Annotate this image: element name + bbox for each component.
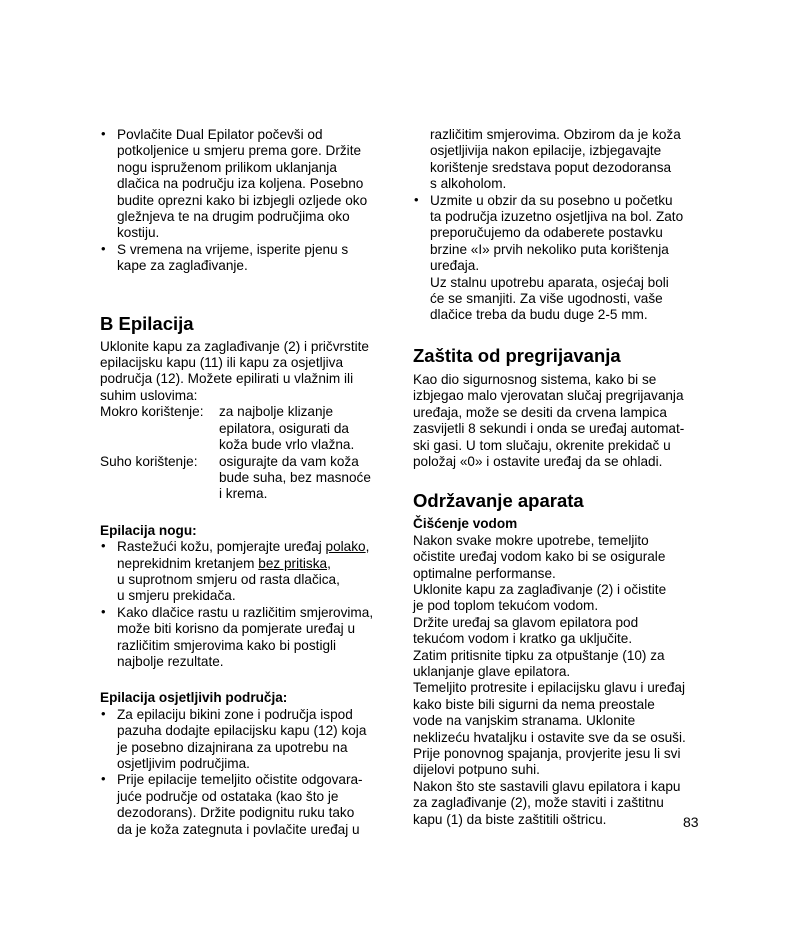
text-line: će se smanjiti. Za više ugodnosti, vaše [430,291,663,307]
text-line: potkoljenice u smjeru prema gore. Držite [117,143,362,159]
bullet-icon: • [101,126,106,141]
text-line: kako biste bili sigurni da nema preostale [413,696,655,712]
text-line: Uklonite kapu za zaglađivanje (2) i pričvrstite [100,338,369,354]
text-line: ta područja izuzetno osjetljiva na bol. Zato [430,209,684,225]
cleaning-heading: Čišćenje vodom [413,516,518,532]
text-line: juće područje od ostataka (kao što je [117,788,339,804]
wet-use-row [100,404,390,453]
text-line: Nakon svake mokre upotrebe, temeljito [413,532,649,548]
intro-bullet-1 [100,127,390,242]
text-line: i krema. [219,486,268,502]
legs-bullet-2 [100,605,390,671]
text-segment: , [327,555,331,571]
bullet-icon: • [101,240,106,256]
text-line: u suprotnom smjeru od rasta dlačica, [117,571,340,587]
text-line: osigurajte da vam koža [219,453,359,469]
text-line: Uzmite u obzir da su posebno u početku [430,192,673,208]
bullet-icon: • [101,538,106,554]
text-line: može biti korisno da pomjerate uređaj u [117,621,356,637]
text-line: korištenje sredstava poput dezodoransa [430,159,672,175]
text-line [117,539,390,555]
text-line: vode na vanjskim stranama. Uklonite [413,713,636,729]
text-line: Nakon što ste sastavili glavu epilatora i kapu [413,778,681,794]
text-line: Zatim pritisnite tipku za otpuštanje (10) za [413,647,665,663]
sensitive-bullet-1 [100,707,390,773]
text-line: Kao dio sigurnosnog sistema, kako bi se [413,371,657,387]
wet-use-label: Mokro korištenje: [100,404,204,420]
text-line: osjetljivija nakon epilacije, izbjegavajte [430,143,662,159]
text-line: osjetljivim područjima. [117,756,250,771]
text-line: brzine «I» prvih nekoliko puta korištenja [430,241,669,257]
text-line: uređaja. [430,258,480,274]
text-segment: Rastežući kožu, pomjerajte uređaj [117,539,326,555]
text-line: je pod toplom tekućom vodom. [413,598,599,614]
overheat-text [413,372,705,470]
text-line: dlačica na području iza koljena. Posebno [117,176,364,192]
text-line: epilatora, osigurati da [219,420,349,436]
text-line: da je koža zategnuta i povlačite uređaj u [117,821,360,837]
text-line: tekućom vodom i kratko ga uključite. [413,631,633,647]
dry-use-row [100,454,390,503]
bullet-icon: • [414,191,419,207]
epilation-intro [100,339,390,405]
wet-use-text [219,404,390,453]
text-line: ski gasi. U tom slučaju, okrenite prekidač u [413,437,671,453]
overheat-heading: Zaštita od pregrijavanja [413,344,621,366]
text-line: uklanjanje glave epilatora. [413,663,571,679]
left-column [100,127,390,838]
legs-bullet-1 [100,539,390,605]
legs-heading: Epilacija nogu: [100,522,197,538]
text-line: nogu ispruženom prilikom uklanjanja [117,159,337,175]
epilation-heading: B Epilacija [100,312,194,334]
text-line: Držite uređaj sa glavom epilatora pod [413,614,639,630]
text-line: kape za zaglađivanje. [117,258,248,274]
text-line: položaj «0» i ostavite uređaj da se ohladi. [413,453,663,469]
intro-bullet-2 [100,242,390,275]
text-line: S vremena na vrijeme, isperite pjenu s [117,241,349,257]
text-line: gležnjeva te na drugim područjima oko [117,209,350,225]
text-line: za najbolje klizanje [219,404,334,420]
text-line: kostiju. [117,225,160,241]
text-line: Uklonite kapu za zaglađivanje (2) i očistite [413,581,667,597]
text-line: epilacijsku kapu (11) ili kapu za osjetljiva [100,355,344,371]
text-line: suhim uslovima: [100,387,198,403]
text-line: budite oprezni kako bi izbjegli ozljede oko [117,192,368,208]
bullet-icon: • [101,603,106,619]
right-column [413,127,705,828]
text-line: za zaglađivanje (2), može staviti i zaštitnu [413,795,664,811]
text-line: preporučujemo da odaberete postavku [430,225,663,241]
text-line: Uz stalnu upotrebu aparata, osjećaj boli [430,274,669,290]
sensitive-bullet-2 [100,772,390,838]
cleaning-text [413,533,705,828]
text-line: Za epilaciju bikini zone i područja ispod [117,706,353,722]
text-line: područja (12). Možete epilirati u vlažnim ili [100,371,354,387]
pain-bullet [413,193,705,324]
text-line: različitim smjerovima. Obzirom da je koža [430,127,681,142]
continuation-text [413,127,705,193]
text-line: koža bude vrlo vlažna. [219,437,355,453]
dry-use-text [219,454,390,503]
dry-use-label: Suho korištenje: [100,453,198,469]
text-line: dijelovi potpuno suhi. [413,762,540,778]
text-line: Prije epilacije temeljito očistite odgovara- [117,772,363,788]
text-line: optimalne performanse. [413,565,556,581]
text-line [117,556,390,572]
text-line: s alkoholom. [430,176,507,192]
text-line: kapu (1) da biste zaštitili oštricu. [413,811,607,827]
sensitive-heading: Epilacija osjetljivih područja: [100,690,288,706]
underlined-text: polako [325,539,366,555]
bullet-icon: • [101,705,106,721]
text-line: je posebno dizajnirana za upotrebu na [117,739,348,755]
text-line: izbjegao malo vjerovatan slučaj pregrijavanja [413,388,684,404]
text-line: Kako dlačice rastu u različitim smjerovima, [117,604,374,620]
page-number: 83 [683,814,699,830]
text-line: različitim smjerovima kako bi postigli [117,637,337,653]
text-line: zasvijetli 8 sekundi i onda se uređaj automat- [413,421,685,437]
text-line: najbolje rezultate. [117,653,224,669]
text-segment: neprekidnim kretanjem [117,555,259,571]
text-line: bude suha, bez masnoće [219,469,371,485]
text-line: neklizeću hvataljku i ostavite sve da se osuši. [413,729,686,745]
text-line: uređaja, može se desiti da crvena lampica [413,404,667,420]
text-line: dezodorans). Držite podignitu ruku tako [117,805,355,821]
text-line: Temeljito protresite i epilacijsku glavu i uređaj [413,680,686,696]
bullet-icon: • [101,771,106,787]
maintenance-heading: Održavanje aparata [413,490,584,512]
text-line: Povlačite Dual Epilator počevši od [117,127,323,142]
text-line: u smjeru prekidača. [117,588,236,604]
text-segment: , [365,539,370,555]
underlined-text: bez pritiska [258,555,328,571]
text-line: pazuha dodajte epilacijsku kapu (12) koja [117,723,367,739]
text-line: očistite uređaj vodom kako bi se osigurale [413,549,666,565]
text-line: dlačice treba da budu duge 2-5 mm. [430,307,648,323]
text-line: Prije ponovnog spajanja, provjerite jesu li svi [413,746,681,761]
